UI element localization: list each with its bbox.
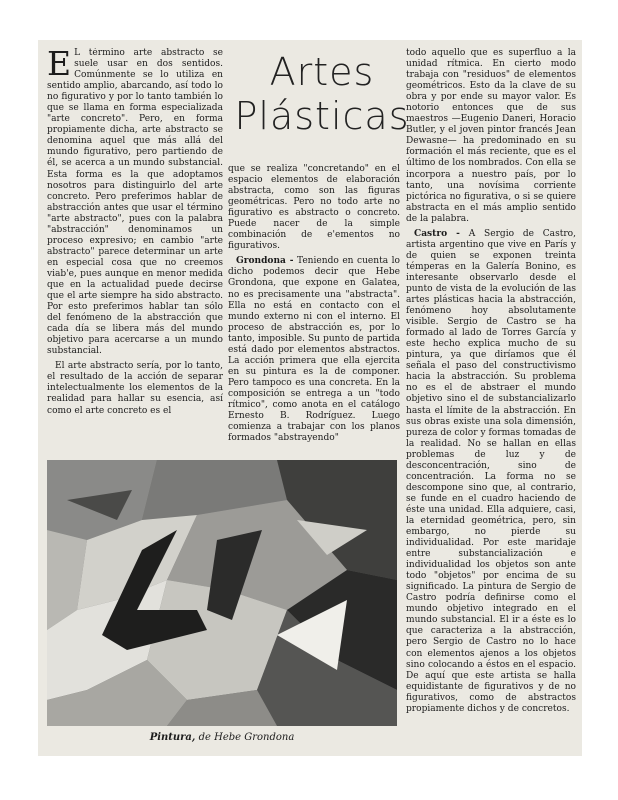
title-line-2: Plásticas — [234, 94, 410, 138]
figure-caption — [47, 732, 397, 743]
col1-paragraph-2: El arte abstracto sería, por lo tanto, el resultado de la acción de separar intelectualmente los elementos de la realidad para hallar su esencia, así como el arte concreto es el — [47, 361, 223, 416]
column-1 — [47, 48, 223, 453]
castro-lead: Castro - — [414, 228, 460, 239]
col3-paragraph-2: A Sergio de Castro, artista argentino que vive en París y de quien se exponen treinta témperas en la Galería Bonino, es interesante observarlo desde el punto de vista de la evolución de las artes plásticas hacia la abstracción, fenómeno hoy absolutamente visible. Sergio de Castro se ha formado al lado de Torres García y este hecho explica mucho de su pintura, ya que diríamos que él señala el paso del constructivismo hacia la abstracción. Su problema no es el de abstraer el mundo objetivo sino el de substancializarlo hasta el límite de la abstracción. En sus obras existe una sola dimensión, pureza de color y formas tomadas de la realidad. No se hallan en ellas problemas de luz y de desconcentración, sino de concentración. La forma no se descompone sino que, al contrario, se funde en el cuadro haciendo de éste una unidad. Ella adquiere, casi, la eternidad geométrica, pero, sin embargo, no pierde su individualidad. Por este maridaje entre substancialización e individualidad los objetos son ante todo "objetos" por encima de su significado. La pintura de Sergio de Castro podría definirse como el mundo objetivo integrado en el mundo substancial. El ir a éste es lo que caracteriza a la abstracción, pero Sergio de Castro no lo hace con elementos ajenos a los objetos sino colocando a éstos en el espacio. De aquí que este artista se halla equidistante de figurativos y de no figurativos, como de abstractos propiamente dichos y de concretos. — [406, 228, 576, 714]
grondona-lead: Grondona - — [236, 256, 294, 267]
drop-cap: E — [47, 48, 72, 83]
caption-rest: de Hebe Grondona — [198, 732, 295, 743]
column-2 — [228, 164, 400, 454]
col2-paragraph-1: que se realiza "concretando" en el espacio elementos de elaboración abstracta, como son las figuras geométricas. Pero no todo arte no figurativo es abstracto o concreto. Puede nacer de la simple combinación de e'ementos no figurativos. — [228, 164, 400, 252]
article-title — [234, 50, 410, 138]
column-3 — [406, 48, 576, 748]
title-line-1: Artes — [269, 50, 375, 94]
painting-illustration — [47, 460, 397, 726]
magazine-page — [38, 40, 582, 756]
col3-paragraph-1: todo aquello que es superfluo a la unidad rítmica. En cierto modo trabaja con "residuos" de elementos geométricos. Esto da la clave de su obra y por ende su mayor valor. Es notorio entonces que de sus maestros —Eugenio Daneri, Horacio Butler, y el joven pintor francés Jean Dewasne— ha predominado en su formación el más reciente, que es el último de los nombrados. Con ella se incorpora a nuestro país, por lo tanto, una novísima corriente pictórica no figurativa, o si se quiere abstracta en el más amplio sentido de la palabra. — [406, 48, 576, 224]
caption-title: Pintura, — [149, 732, 196, 743]
col2-paragraph-2: Teniendo en cuenta lo dicho podemos decir que Hebe Grondona, que expone en Galatea, no es precisamente una "abstracta". Ella no está en contacto con el mundo externo ni con el interno. El proceso de abstracción es, por lo tanto, imposible. Su punto de partida está dado por elementos abstractos. La acción primera que ella ejercita en su pintura es la de componer. Pero tampoco es una concreta. En la composición se entrega a un "todo rítmico", como anota en el catálogo Ernesto B. Rodríguez. Luego comienza a trabajar con los planos formados "abstrayendo" — [228, 256, 400, 444]
col1-paragraph-1: L término arte abstracto se suele usar en dos sentidos. Comúnmente se lo utiliza en sentido amplio, abarcando, así todo lo no figurativo y por lo tanto también lo que se llama en forma especializada "arte concreto". Pero, en forma propiamente dicha, arte abstracto se denomina aquel que más allá del mundo figurativo, pero partiendo de él, se acerca a un mundo substancial. Esta forma es la que adoptamos nosotros para distinguirlo del arte concreto. Pero preferimos hablar de abstracción antes que usar el término "arte abstracto", pues con la palabra "abstracción" denominamos un proceso expresivo; en cambio "arte abstracto" parece determinar un arte en especial cosa que no creemos viab'e, pues aunque en menor medida que en la actualidad puede decirse que el arte siempre ha sido abstracto. Por esto preferimos hablar tan sólo del fenómeno de la abstracción que cada día se libera más del mundo objetivo para acercarse a un mundo substancial. — [47, 48, 223, 357]
